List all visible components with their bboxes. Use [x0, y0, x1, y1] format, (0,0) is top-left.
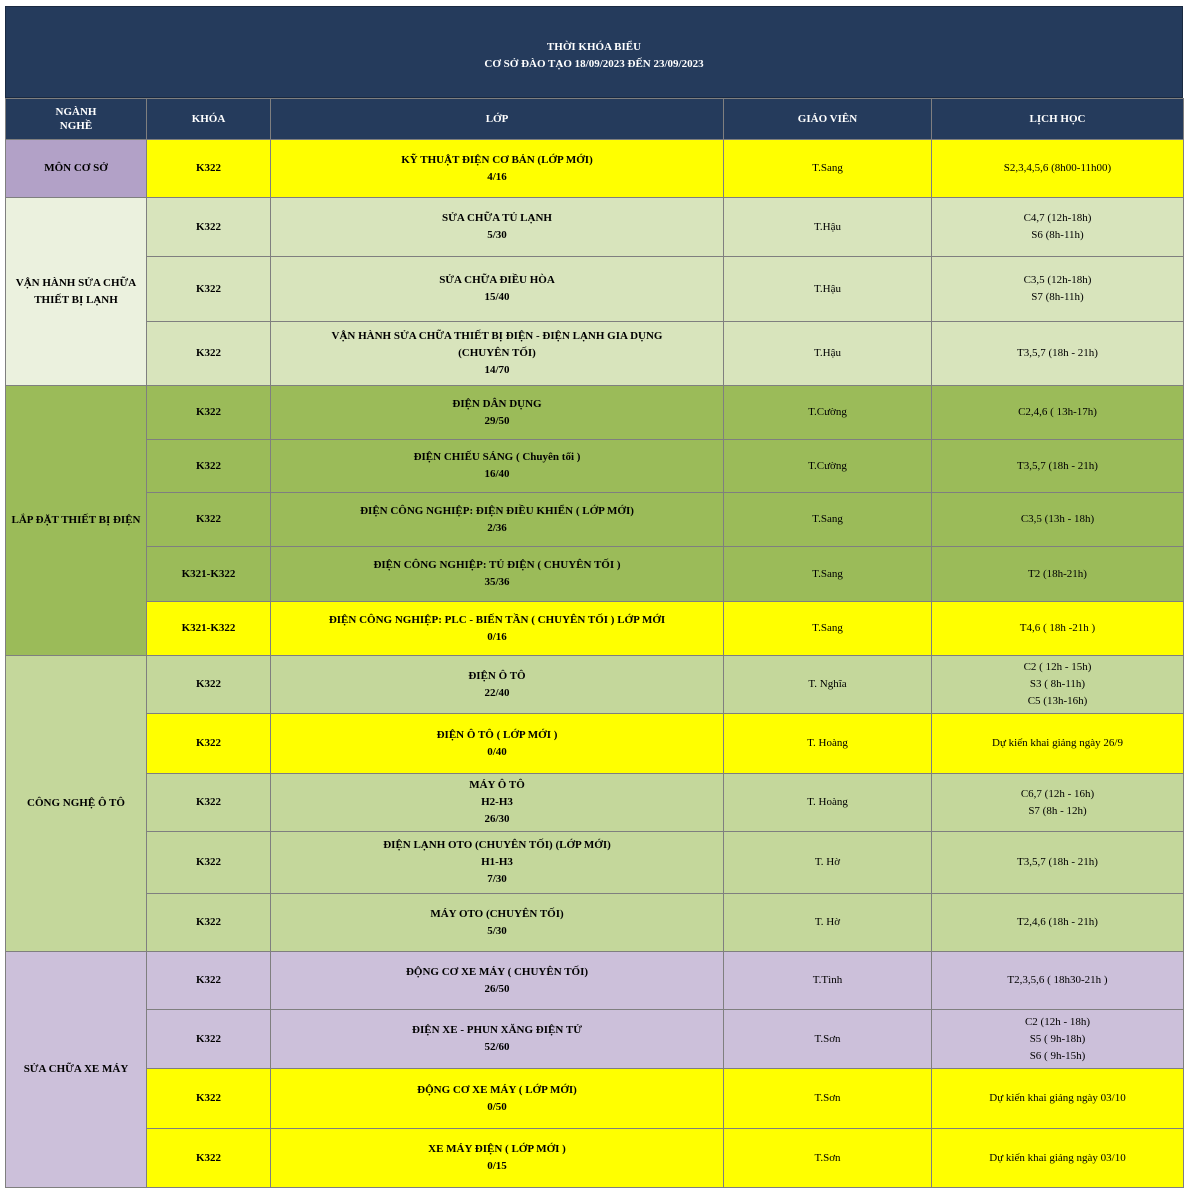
giao-vien-cell: T.Sang	[724, 493, 932, 547]
giao-vien-cell: T.Hậu	[724, 198, 932, 257]
lop-cell: SỬA CHỮA TỦ LẠNH 5/30	[271, 198, 724, 257]
table-row	[6, 140, 1184, 198]
table-row	[6, 1129, 1184, 1188]
column-header-row	[6, 99, 1184, 140]
giao-vien-cell: T. Hoàng	[724, 714, 932, 774]
lich-hoc-cell: C3,5 (12h-18h) S7 (8h-11h)	[932, 257, 1184, 322]
giao-vien-cell: T.Sơn	[724, 1129, 932, 1188]
giao-vien-cell: T. Hoàng	[724, 774, 932, 832]
lop-cell: ĐỘNG CƠ XE MÁY ( CHUYÊN TỐI) 26/50	[271, 952, 724, 1010]
lich-hoc-cell: T3,5,7 (18h - 21h)	[932, 322, 1184, 386]
khoa-cell: K322	[147, 440, 271, 493]
lop-cell: ĐIỆN Ô TÔ ( LỚP MỚI ) 0/40	[271, 714, 724, 774]
giao-vien-cell: T.Tình	[724, 952, 932, 1010]
nganh-nghe-cell: CÔNG NGHỆ Ô TÔ	[6, 656, 147, 952]
lop-cell: ĐIỆN Ô TÔ 22/40	[271, 656, 724, 714]
lich-hoc-cell: C2,4,6 ( 13h-17h)	[932, 386, 1184, 440]
giao-vien-cell: T.Sang	[724, 140, 932, 198]
lop-cell: ĐIỆN LẠNH OTO (CHUYÊN TỐI) (LỚP MỚI) H1-H3 7/30	[271, 832, 724, 894]
lich-hoc-cell: T3,5,7 (18h - 21h)	[932, 440, 1184, 493]
giao-vien-cell: T.Hậu	[724, 322, 932, 386]
table-row	[6, 493, 1184, 547]
column-header-lich-hoc: LỊCH HỌC	[932, 99, 1184, 140]
lop-cell: ĐIỆN DÂN DỤNG 29/50	[271, 386, 724, 440]
nganh-nghe-cell: VẬN HÀNH SỬA CHỮA THIẾT BỊ LẠNH	[6, 198, 147, 386]
table-row	[6, 1010, 1184, 1069]
lop-cell: ĐIỆN CHIẾU SÁNG ( Chuyên tối ) 16/40	[271, 440, 724, 493]
table-row	[6, 952, 1184, 1010]
nganh-nghe-cell: SỬA CHỮA XE MÁY	[6, 952, 147, 1188]
giao-vien-cell: T. Hờ	[724, 832, 932, 894]
nganh-nghe-cell: MÔN CƠ SỞ	[6, 140, 147, 198]
lich-hoc-cell: Dự kiến khai giảng ngày 03/10	[932, 1069, 1184, 1129]
table-row	[6, 257, 1184, 322]
khoa-cell: K321-K322	[147, 602, 271, 656]
lich-hoc-cell: C6,7 (12h - 16h) S7 (8h - 12h)	[932, 774, 1184, 832]
table-row	[6, 894, 1184, 952]
table-row	[6, 386, 1184, 440]
khoa-cell: K322	[147, 198, 271, 257]
column-header-nganh: NGÀNH NGHỀ	[6, 99, 147, 140]
lich-hoc-cell: Dự kiến khai giảng ngày 26/9	[932, 714, 1184, 774]
timetable-sheet	[5, 6, 1183, 1188]
column-header-khoa: KHÓA	[147, 99, 271, 140]
table-row	[6, 322, 1184, 386]
table-row	[6, 547, 1184, 602]
page-title: THỜI KHÓA BIỂU	[546, 41, 642, 53]
table-row	[6, 602, 1184, 656]
khoa-cell: K322	[147, 322, 271, 386]
lich-hoc-cell: C2 ( 12h - 15h) S3 ( 8h-11h) C5 (13h-16h)	[932, 656, 1184, 714]
table-row	[6, 832, 1184, 894]
table-row	[6, 656, 1184, 714]
lich-hoc-cell: C4,7 (12h-18h) S6 (8h-11h)	[932, 198, 1184, 257]
table-row	[6, 774, 1184, 832]
lop-cell: ĐIỆN XE - PHUN XĂNG ĐIỆN TỬ 52/60	[271, 1010, 724, 1069]
nganh-nghe-cell: LẮP ĐẶT THIẾT BỊ ĐIỆN	[6, 386, 147, 656]
lop-cell: ĐIỆN CÔNG NGHIỆP: PLC - BIẾN TẦN ( CHUYÊN TỐI ) LỚP MỚI 0/16	[271, 602, 724, 656]
title-banner	[5, 6, 1183, 98]
khoa-cell: K322	[147, 1129, 271, 1188]
timetable	[5, 98, 1184, 1188]
khoa-cell: K321-K322	[147, 547, 271, 602]
lich-hoc-cell: T4,6 ( 18h -21h )	[932, 602, 1184, 656]
lop-cell: XE MÁY ĐIỆN ( LỚP MỚI ) 0/15	[271, 1129, 724, 1188]
column-header-lop: LỚP	[271, 99, 724, 140]
column-header-giao-vien: GIÁO VIÊN	[724, 99, 932, 140]
khoa-cell: K322	[147, 493, 271, 547]
giao-vien-cell: T.Sơn	[724, 1010, 932, 1069]
table-row	[6, 440, 1184, 493]
lop-cell: SỬA CHỮA ĐIỀU HÒA 15/40	[271, 257, 724, 322]
khoa-cell: K322	[147, 714, 271, 774]
khoa-cell: K322	[147, 1010, 271, 1069]
lop-cell: VẬN HÀNH SỬA CHỮA THIẾT BỊ ĐIỆN - ĐIỆN LẠNH GIA DỤNG (CHUYÊN TỐI) 14/70	[271, 322, 724, 386]
lop-cell: MÁY Ô TÔ H2-H3 26/30	[271, 774, 724, 832]
khoa-cell: K322	[147, 257, 271, 322]
khoa-cell: K322	[147, 656, 271, 714]
giao-vien-cell: T.Sang	[724, 547, 932, 602]
giao-vien-cell: T. Nghĩa	[724, 656, 932, 714]
table-row	[6, 714, 1184, 774]
giao-vien-cell: T.Hậu	[724, 257, 932, 322]
lich-hoc-cell: C2 (12h - 18h) S5 ( 9h-18h) S6 ( 9h-15h)	[932, 1010, 1184, 1069]
lich-hoc-cell: Dự kiến khai giảng ngày 03/10	[932, 1129, 1184, 1188]
lich-hoc-cell: S2,3,4,5,6 (8h00-11h00)	[932, 140, 1184, 198]
timetable-body	[6, 140, 1184, 1188]
khoa-cell: K322	[147, 952, 271, 1010]
khoa-cell: K322	[147, 774, 271, 832]
lop-cell: KỸ THUẬT ĐIỆN CƠ BẢN (LỚP MỚI) 4/16	[271, 140, 724, 198]
table-row	[6, 198, 1184, 257]
lich-hoc-cell: T2,4,6 (18h - 21h)	[932, 894, 1184, 952]
lich-hoc-cell: T3,5,7 (18h - 21h)	[932, 832, 1184, 894]
lop-cell: ĐIỆN CÔNG NGHIỆP: ĐIỆN ĐIỀU KHIỂN ( LỚP MỚI) 2/36	[271, 493, 724, 547]
khoa-cell: K322	[147, 386, 271, 440]
page-subtitle: CƠ SỞ ĐÀO TẠO 18/09/2023 ĐẾN 23/09/2023	[484, 58, 704, 70]
lop-cell: ĐỘNG CƠ XE MÁY ( LỚP MỚI) 0/50	[271, 1069, 724, 1129]
lich-hoc-cell: T2 (18h-21h)	[932, 547, 1184, 602]
khoa-cell: K322	[147, 1069, 271, 1129]
khoa-cell: K322	[147, 894, 271, 952]
lich-hoc-cell: C3,5 (13h - 18h)	[932, 493, 1184, 547]
giao-vien-cell: T.Sơn	[724, 1069, 932, 1129]
giao-vien-cell: T.Cường	[724, 386, 932, 440]
lich-hoc-cell: T2,3,5,6 ( 18h30-21h )	[932, 952, 1184, 1010]
lop-cell: MÁY OTO (CHUYÊN TỐI) 5/30	[271, 894, 724, 952]
giao-vien-cell: T.Cường	[724, 440, 932, 493]
giao-vien-cell: T.Sang	[724, 602, 932, 656]
khoa-cell: K322	[147, 832, 271, 894]
table-row	[6, 1069, 1184, 1129]
giao-vien-cell: T. Hờ	[724, 894, 932, 952]
lop-cell: ĐIỆN CÔNG NGHIỆP: TỦ ĐIỆN ( CHUYÊN TỐI ) 35/36	[271, 547, 724, 602]
khoa-cell: K322	[147, 140, 271, 198]
